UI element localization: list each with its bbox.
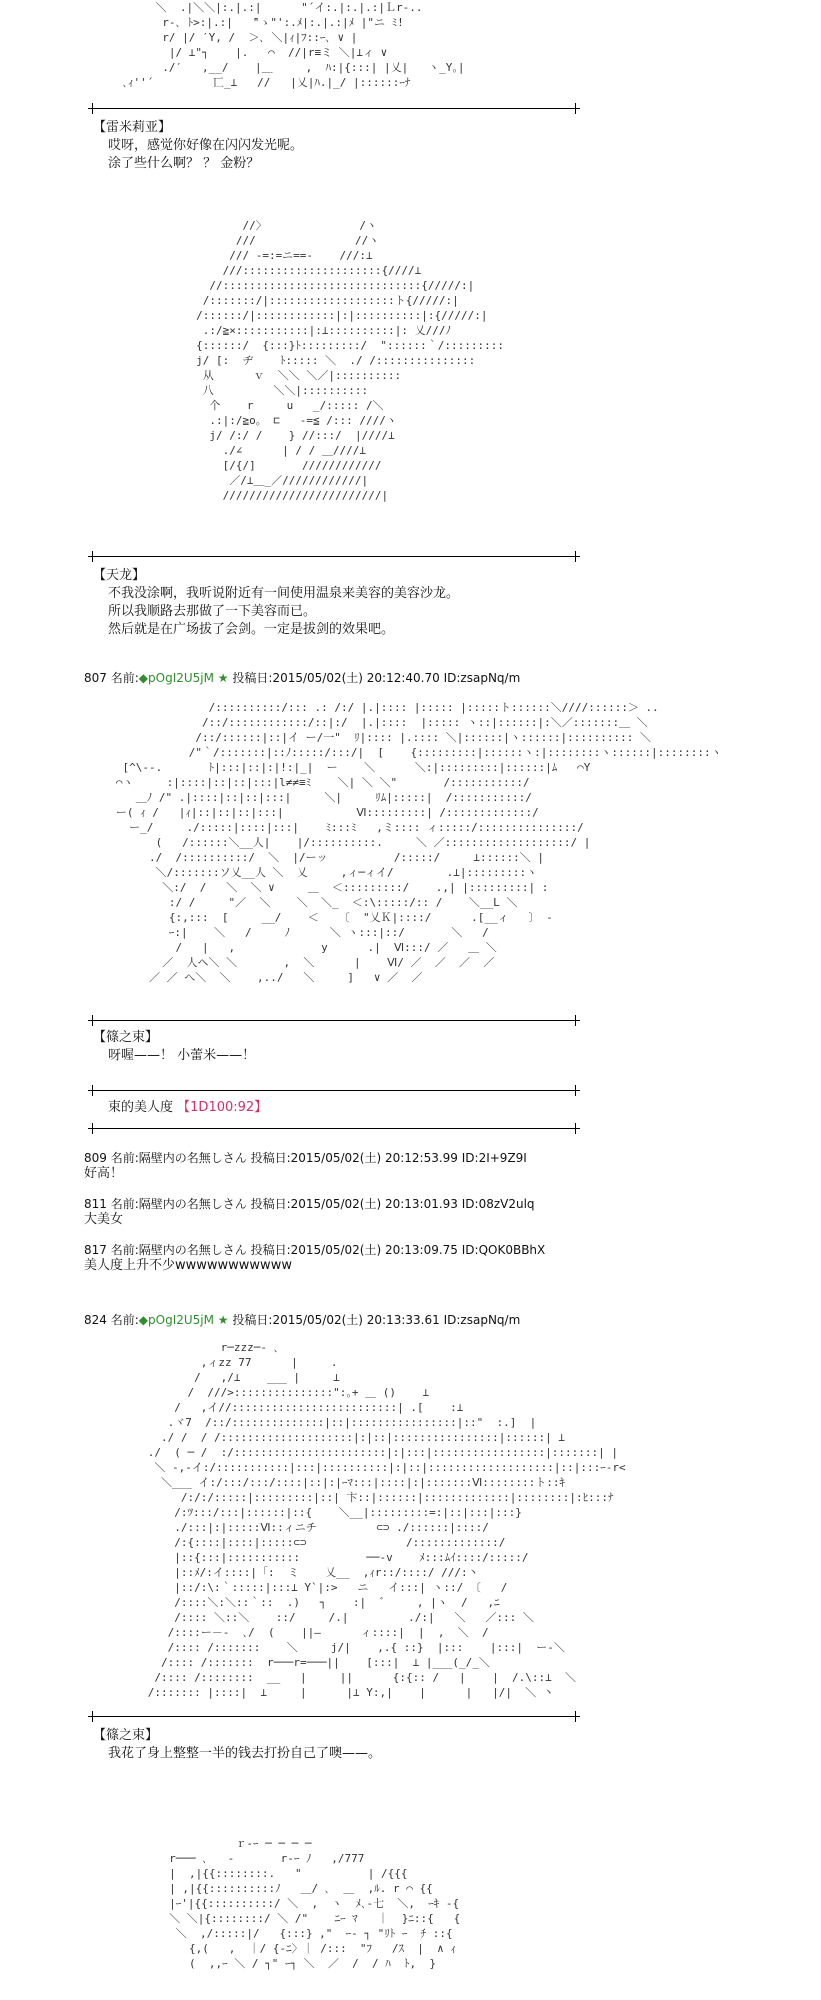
- ascii-art-tenryu: //〉 /ヽ /// //ヽ /// -=:=ニ==- ///:⊥ ///:::::::::::::::::::::{////⊥ //::::::::::::::::::::::::::::::{/////:| /:::::::/|:::::::::::::::::::ト{/////:| /::::::/|::::::::::::|:|::::::::::|:{/////:| .:/≧×:::::::::::|:⊥::::::::::|: 乂///ﾉ {::::::/ {:::}ﾄ:::::::::/ "::::::｀/::::::::: j/ [: ヂ ﾄ::::: ＼ ./ /::::::::::::::: 从 ｖ ＼＼ ＼／|:::::::::: 八 ＼＼|:::::::::: 个 r u _/::::: /＼ .:|:/≧o。 ⊏ -=≦ /::: ////ヽ j/ /:/ / } //:::/ |////⊥ ./∠ | / / ＿////⊥ [/{/] //////////// ／/⊥＿_／////////////| ////////////////////////|: [196, 219, 504, 502]
- dice-label: 束的美人度: [108, 1100, 174, 1115]
- separator-line: [88, 1128, 580, 1129]
- post-header-824: [84, 1312, 520, 1328]
- post-date: 2015/05/02(土) 20:12:40.70: [272, 671, 440, 685]
- ascii-art-tabane: r─zzz─- ､ ,ィzz 77 | . / ,/⊥ ___ | ⊥ / ///>:::::::::::::::":｡+ ＿ () ⊥ / ,イ//:::::::::::::::::::::::::| .[ :⊥ .ヾ7 /::/::::::::::::::|::|::::::::::::::::|::" :.] | ./ / / /::::::::::::::::::::|:|::|::::::::::::::::|::::::| ⊥ ./ ( ─ / :/:::::::::::::::::::::::|:|:::|:::::::::::::::::|:::::::| | ＼ -,-イ:/:::::::::::|:::|::::::::::|:|::|:::::::::::::::::::|::|:::ｰ‐r< ＼___ イ:/:::/:::/::::|::|:|ｰﾏ:::|::::|:|:::::::Ⅵ::::::::ト::ｷ /:/:/:::::|:::::::::|::| 卞::|::::::|:::::::::::::|::::::::|:ﾋ:::ﾅ /:ﾂ:::/:::|::::::|::{ ＼__|:::::::::=:|::|:::|:::} ./:::|:|:::::Ⅵ::ィニチ ⊂⊃ ./::::::|::::/ /:{::::|::::|:::::⊂⊃ /:::::::::::::/ |::{:::|::::::::::: ──-v ﾒ:::ﾑｲ::::/:::::/ |::ﾒ/:イ::::|「: ミ 乂__ ,ｨr::/::::/ ///:丶 |::/:\:｀:::::|:::⊥ Y`|:> ニ イ:::| ヽ::/ 〔 / /::::＼:＼::｀:: .) ┐ :| ゛ , |ヽ / ,ﾆ /:::: ＼::＼ ::/ /.| ./:| ＼ ／::: ＼ /::::ー－- ､/ ( ||― ィ::::| | , ＼ / /:::: /::::::: ＼ j/| ,.{ ::} |::: |:::| ー-＼ /:::: /::::::: r───r=───|| [:::| ⊥ |___(_/_＼ /:::: /:::::::: __ | || {:{:: / | | /.\::⊥ ＼ /::::::: |::::| ⊥ | |⊥ Y:,| | | |/| ＼ 丶: [147, 1341, 626, 1699]
- separator-line: [88, 556, 580, 557]
- author-trip-link[interactable]: ◆pOgI2U5jM: [138, 1313, 214, 1327]
- reply-body: 好高！: [84, 1166, 124, 1181]
- post-id[interactable]: ID:zsapNq/m: [443, 1313, 521, 1327]
- separator-line: [88, 1716, 580, 1717]
- dialog-line: 涂了些什么啊？ ？ 金粉？: [108, 156, 260, 171]
- dialog-line: 不我没涂啊，我听说附近有一间使用温泉来美容的美容沙龙。: [108, 586, 460, 601]
- post-header-807: [84, 670, 520, 686]
- reply-header: 811 名前:隔壁内の名無しさん 投稿日:2015/05/02(土) 20:13:01.93 ID:08zV2ulq: [84, 1197, 535, 1211]
- dialog-line: 我花了身上整整一半的钱去打扮自己了噢——。: [108, 1746, 382, 1761]
- reply-body: 大美女: [84, 1212, 124, 1227]
- post-number: 807: [84, 671, 107, 685]
- dialog-line: 然后就是在广场拔了会剑。一定是拔剑的效果吧。: [108, 622, 395, 637]
- speaker-name: 【天龙】: [93, 568, 146, 583]
- date-label: 投稿日:: [232, 671, 273, 685]
- ascii-art-tabane-remilia: /::::::::::/::: .: /:/ |.|:::: |::::: |:::::ト::::::＼////::::::＞ .. /::/::::::::::::/::|:/ |.|:::: |::::: ヽ::|::::::|:＼／:::::::＿ ＼ /::/::::::|::|イ ー/一" ﾘ|:::: |.:::: ＼|::::::|ヽ::::::|:::::::::: ＼ /"｀/:::::::|::ﾉ:::::/:::/| [ {:::::::::|::::::ヽ:|::::::::ヽ::::::|::::::::ヽ [^\-‐. ﾄ|:::|::|:|!:|_| ー ＼ ＼:|:::::::::|::::::|ﾑ ⌒Y ⌒ヽ :|::::|::|::|:::|l≠≠≡ﾐ ＼| ＼ ＼" /:::::::::::/ ＿ﾉ /" .|::::|::|::|:::| ＼| ﾘﾑ|:::::| /:::::::::::/ ー( ｨ / |ｨ|::|::|::|:::| Ⅵ:::::::::| /:::::::::::::/ ー_/ ./:::::|::::|:::| ﾐ:::ﾐ ,ミ:::: ィ:::::/:::::::::::::::/ ( /::::::＼__人| |/::::::::::. ＼ ／:::::::::::::::::::/ | ./ /::::::::::/ ＼ |/ーッ /:::::/ ⊥::::::＼ | ＼/:::::::ソ乂__人 ＼ 乂 ,ィ─ィイ/ .⊥|:::::::::ヽ ＼:/ / ＼ ＼ ∨ ＿ ＜:::::::::/ .,| |:::::::::| : :/ / "／ ＼ ＼ ＼_ ＜:\:::::/:: / ＼__L ＼ {:,::: [ __/ ＜ 〔 "乂Ｋ|::::/ .[__ィ 〕 - ｰ:| ＼ / ﾉ ＼ ヽ:::|::/ ＼ / / | , y .| Ⅵ:::/ ／ ＿ ＼ ／ 人ヘ＼ ＼ , ＼ | Ⅵ/ ／ ／ ／ ／ ／ ／ へ＼ ＼ ,../ ＼ ] ∨ ／ ／: [115, 701, 722, 984]
- separator-line: [88, 108, 580, 109]
- reply-body: 美人度上升不少wwwwwwwwwww: [84, 1258, 292, 1273]
- dialog-line: 哎呀，感觉你好像在闪闪发光呢。: [108, 138, 304, 153]
- date-label: 投稿日:: [232, 1313, 273, 1327]
- dice-line: [108, 1100, 267, 1116]
- ascii-art-remilia-top: ＼ .|＼＼|:.|.:| "´イ:.|:.|.:|Ｌr‐.. r‐､ ﾄ>:|.:| ̄"ゝ"':.ﾒ|:.|.:|ﾒ |"ニ ﾐ! r/ |/ ′Y, / ＞､ ＼|ｨ|ﾌ::ｰ､ ∨ | |/ ⊥"┐ |. ⌒ //|r≡ミ ＼|⊥ィ ∨ ./′ ,__/ |＿ , ﾊ:|{:::| |乂| ヽ_Y｡| ､ｨ''´ 匸_⊥ // |乂|ﾊ.|_/ |::::::ｰﾅ: [122, 1, 465, 89]
- ascii-art-bottom: ｒ-ｰ ─ ─ ─ ─ r─── ､ ‐ r‐ｰ ﾉ ,/777 | ,|{{::::::::. " | /{{{ | ,|{{::::::::::ﾉ ＿/ ､ ＿ ,ﾙ. r ⌒ {{ |ｰ'|{{::::::::::/ ＼ , ヽ ﾒ､-七 ＼, ｰｷ ‐{ ＼ ＼|{::::::::/ ＼ /" ﾆｰ ﾏ ｜ }ﾆ::{ { ＼ ,/:::::|/ {:::} ," ｰ‐ ┐ "ﾘﾄ ｰ ﾁ ::{ {,( , ｜/ {-ﾆ〉｜ /::: "ﾌ /ｽ | ∧ ｨ ( ,,ｰ ＼ / ┐" ｰ┐ ＼ ／ / / ﾊ ﾄ, }: [169, 1837, 461, 1970]
- speaker-name: 【篠之束】: [93, 1030, 159, 1045]
- speaker-name: 【篠之束】: [93, 1728, 159, 1743]
- reply-header: 809 名前:隔壁内の名無しさん 投稿日:2015/05/02(土) 20:12:53.99 ID:2I+9Z9I: [84, 1151, 527, 1165]
- separator-line: [88, 1090, 580, 1091]
- name-label: 名前:: [110, 671, 139, 685]
- post-date: 2015/05/02(土) 20:13:33.61: [272, 1313, 440, 1327]
- dialog-line: 所以我顺路去那做了一下美容而已。: [108, 604, 317, 619]
- speaker-name: 【雷米莉亚】: [93, 120, 172, 135]
- dice-result: 【1D100:92】: [177, 1100, 268, 1115]
- star-icon: ★: [217, 1313, 229, 1327]
- author-trip-link[interactable]: ◆pOgI2U5jM: [138, 671, 214, 685]
- reply-header: 817 名前:隔壁内の名無しさん 投稿日:2015/05/02(土) 20:13:09.75 ID:QOK0BBhX: [84, 1243, 546, 1257]
- name-label: 名前:: [110, 1313, 139, 1327]
- post-id[interactable]: ID:zsapNq/m: [443, 671, 521, 685]
- post-number: 824: [84, 1313, 107, 1327]
- separator-line: [88, 1020, 580, 1021]
- star-icon: ★: [217, 671, 229, 685]
- dialog-line: 呀喔——！ 小蕾米——！: [108, 1048, 256, 1063]
